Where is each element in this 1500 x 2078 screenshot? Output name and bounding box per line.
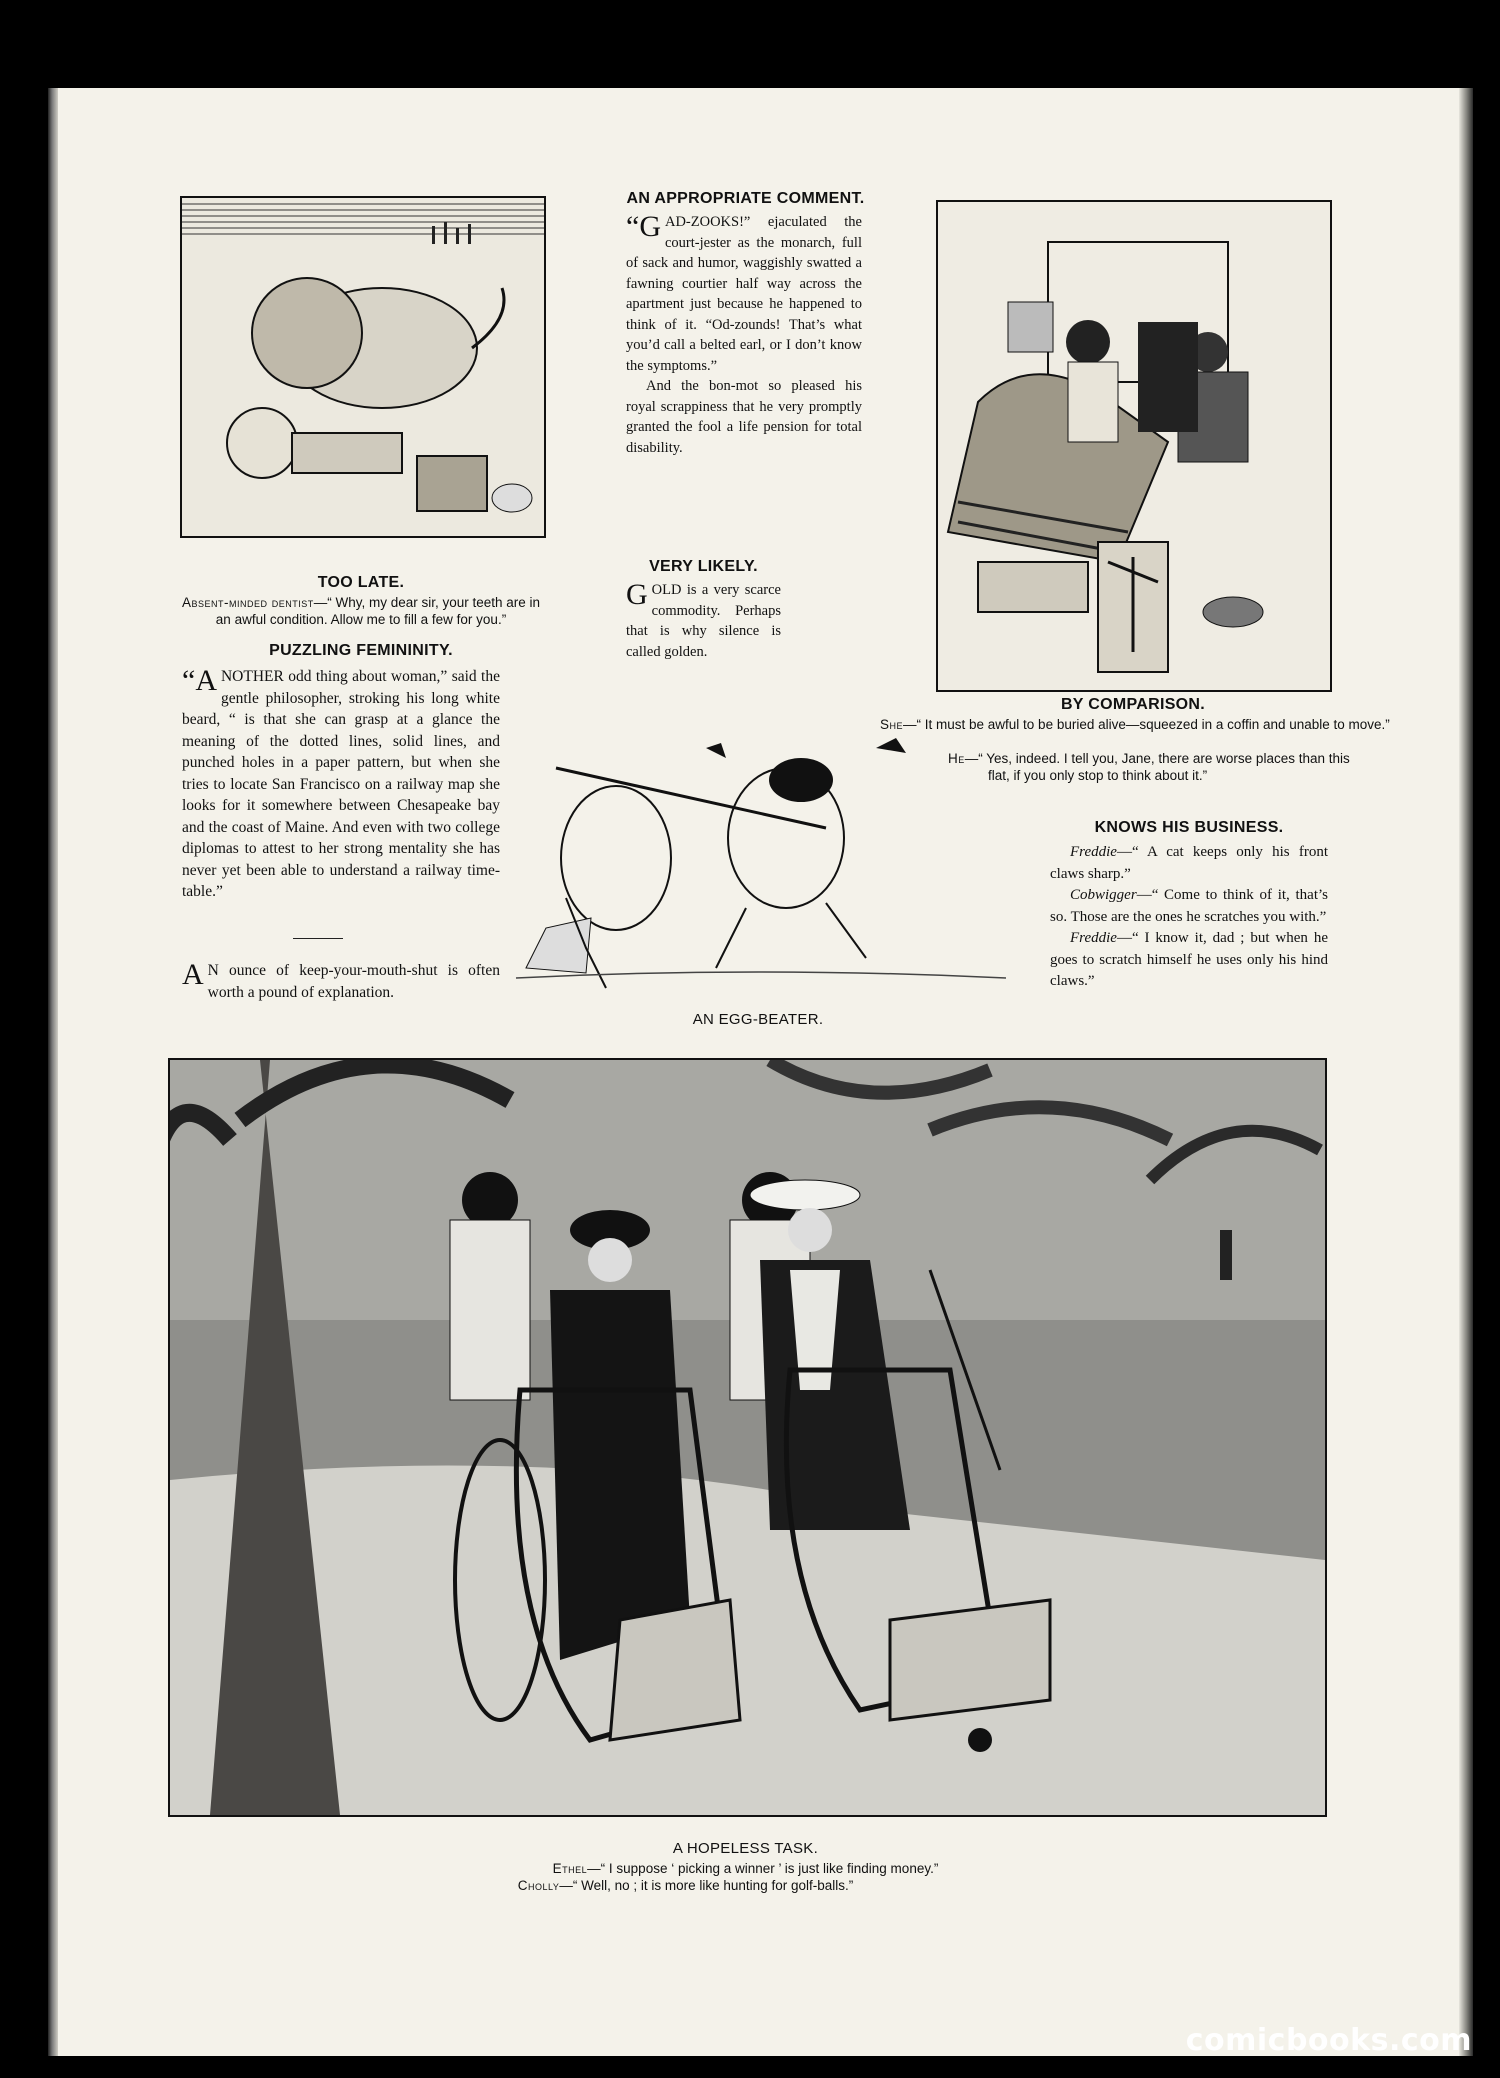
hopeless-task-ethel	[168, 1860, 1323, 1877]
too-late-speaker: Absent-minded dentist	[181, 595, 314, 610]
by-comparison-she-line: —“ It must be awful to be buried alive—squeezed in a coffin and unable to move.”	[903, 717, 1390, 732]
comment-article	[626, 212, 862, 458]
puzzling-dropcap: “A	[182, 664, 217, 697]
knows-p3-speaker: Freddie	[1070, 930, 1117, 946]
hopeless-task-title: A HOPELESS TASK.	[672, 1840, 819, 1857]
comment-title: AN APPROPRIATE COMMENT.	[626, 190, 865, 207]
ounce-dropcap: A	[182, 958, 204, 991]
very-likely-text: GOLD is a very scarce commodity. Perhaps that is why silence is called golden.	[626, 578, 781, 660]
puzzling-text: “ANOTHER odd thing about woman,” said the gentle philosopher, stroking his long white beard, “ is that she can grasp at a glance the meaning of the dotted lines, solid lines, and punched holes in a paper pattern, but when she tries to locate San Francisco on a railway map she looks for it somewhere between Chesapeake bay and the coast of Maine. And even with two college diplomas to attest to her strong mentality she has never yet been able to understand a railway time-table.”	[182, 664, 500, 900]
ounce-article	[182, 960, 500, 1003]
too-late-title: TOO LATE.	[317, 574, 405, 591]
knows-title: KNOWS HIS BUSINESS.	[1094, 819, 1284, 836]
comment-dropcap: “G	[626, 210, 661, 243]
puzzling-article	[182, 666, 500, 903]
by-comparison-he-line: —“ Yes, indeed. I tell you, Jane, there are worse places than this flat, if you only stop to think about it.”	[964, 751, 1350, 783]
hopeless-task-ethel-speaker: Ethel	[552, 1861, 588, 1876]
knows-p2-speaker: Cobwigger	[1070, 887, 1137, 903]
too-late-caption	[180, 594, 542, 628]
knows-p3: Freddie—“ I know it, dad ; but when he goes to scratch himself he uses only his hind claws.”	[1050, 930, 1328, 989]
hopeless-task-cholly-speaker: Cholly	[517, 1878, 560, 1893]
hopeless-task-ethel-line: —“ I suppose ‘ picking a winner ’ is just like finding money.”	[587, 1861, 939, 1876]
very-likely-article	[626, 580, 781, 662]
puzzling-title: PUZZLING FEMININITY.	[269, 642, 453, 659]
hopeless-task-cholly-line: —“ Well, no ; it is more like hunting for golf-balls.”	[559, 1878, 854, 1893]
egg-beater-illustration	[496, 708, 1016, 998]
by-comparison-he-speaker: He	[948, 751, 965, 766]
hopeless-task-illustration	[168, 1058, 1327, 1817]
page-edge	[1459, 88, 1473, 2056]
site-watermark: comicbooks.com	[1185, 2023, 1472, 2058]
comment-text-2: And the bon-mot so pleased his royal scrappiness that he very promptly granted the fool a life pension for total disability.	[626, 378, 862, 456]
very-likely-title: VERY LIKELY.	[649, 558, 758, 575]
egg-beater-title: AN EGG-BEATER.	[692, 1011, 824, 1028]
by-comparison-illustration	[936, 200, 1332, 692]
divider-rule	[293, 938, 343, 939]
very-likely-dropcap: G	[626, 578, 648, 611]
magazine-page	[48, 88, 1473, 2056]
hopeless-task-cholly	[108, 1877, 1263, 1894]
page-binding	[48, 88, 58, 2056]
too-late-illustration	[180, 196, 546, 538]
by-comparison-title: BY COMPARISON.	[1060, 696, 1206, 713]
knows-p1-speaker: Freddie	[1070, 844, 1117, 860]
knows-p2: Cobwigger—“ Come to think of it, that’s so. Those are the ones he scratches you with.”	[1050, 887, 1328, 925]
too-late-line: —“ Why, my dear sir, your teeth are in an awful condition. Allow me to fill a few for you.”	[215, 595, 541, 627]
knows-p1: Freddie—“ A cat keeps only his front claws sharp.”	[1050, 844, 1328, 882]
knows-article	[1050, 842, 1328, 993]
comment-text: “GAD-ZOOKS!” ejaculated the court-jester as the monarch, full of sack and humor, waggishly swatted a fawning courtier half way across the apartment just because he happened to think of it. “Od-zounds! That’s what you’d call a belted earl, or I don’t know the symptoms.”	[626, 210, 862, 374]
ounce-text: A N ounce of keep-your-mouth-shut is often worth a pound of explanation.	[182, 958, 500, 1001]
by-comparison-she-speaker: She	[880, 717, 904, 732]
